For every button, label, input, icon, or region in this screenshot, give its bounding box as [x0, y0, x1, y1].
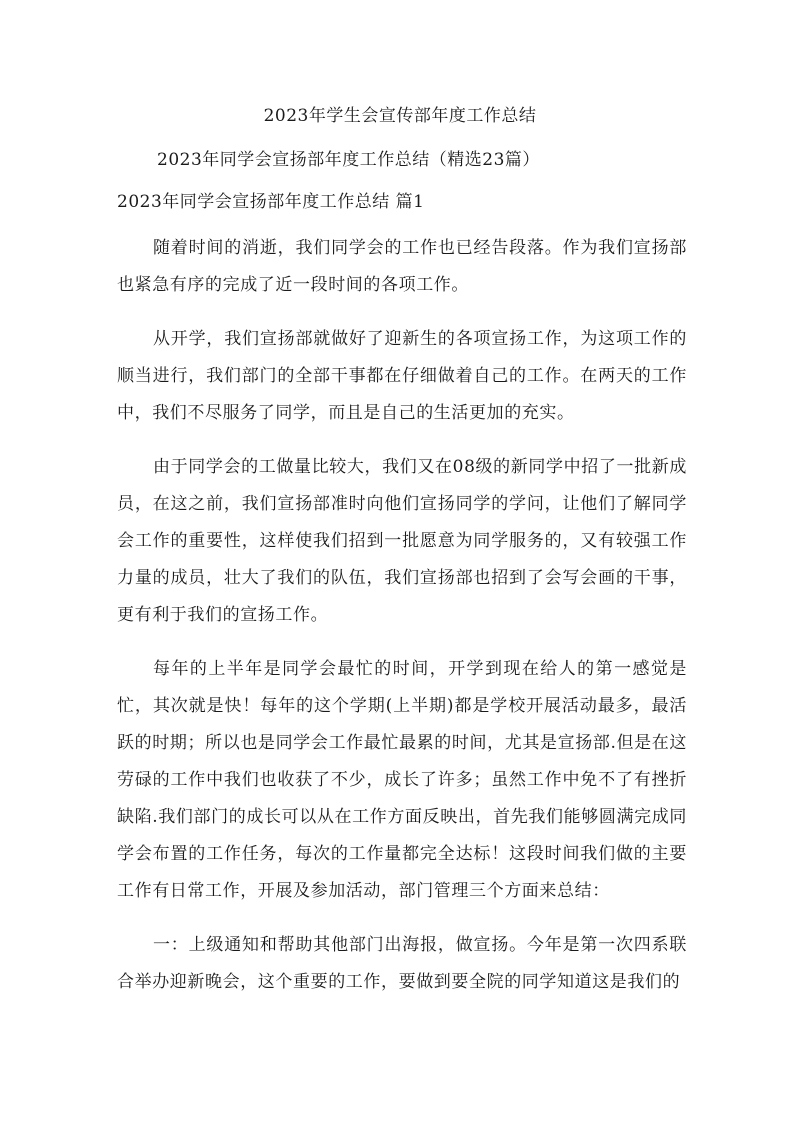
body-text — [117, 230, 687, 1018]
paragraph-5: 一：上级通知和帮助其他部门出海报，做宣扬。今年是第一次四系联合举办迎新晚会，这个重要的工作，要做到要全院的同学知道这是我们的 — [117, 935, 687, 992]
document-title: 2023年学生会宣传部年度工作总结 — [263, 106, 537, 126]
section-heading: 2023年同学会宣扬部年度工作总结 篇1 — [117, 192, 425, 212]
document-subtitle: 2023年同学会宣扬部年度工作总结（精选23篇） — [157, 150, 540, 170]
paragraph-1: 随着时间的消逝，我们同学会的工作也已经告段落。作为我们宣扬部也紧急有序的完成了近一段时间的各项工作。 — [117, 238, 687, 295]
paragraph-2: 从开学，我们宣扬部就做好了迎新生的各项宣扬工作，为这项工作的顺当进行，我们部门的全部干事都在仔细做着自己的工作。在两天的工作中，我们不尽服务了同学，而且是自己的生活更加的充实。 — [117, 329, 687, 423]
paragraph-3: 由于同学会的工做量比较大，我们又在08级的新同学中招了一批新成员，在这之前，我们宣扬部准时向他们宣扬同学的学问，让他们了解同学会工作的重要性，这样使我们招到一批愿意为同学服务的，又有较强工作力量的成员，壮大了我们的队伍，我们宣扬部也招到了会写会画的干事，更有利于我们的宣扬工作。 — [117, 457, 687, 625]
paragraph-4: 每年的上半年是同学会最忙的时间，开学到现在给人的第一感觉是忙，其次就是快！每年的这个学期(上半期)都是学校开展活动最多，最活跃的时期；所以也是同学会工作最忙最累的时间，尤其是宣扬部.但是在这劳碌的工作中我们也收获了不少，成长了许多；虽然工作中免不了有挫折缺陷.我们部门的成长可以从在工作方面反映出，首先我们能够圆满完成同学会布置的工作任务，每次的工作量都完全达标！这段时间我们做的主要工作有日常工作，开展及参加活动，部门管理三个方面来总结： — [117, 659, 687, 901]
